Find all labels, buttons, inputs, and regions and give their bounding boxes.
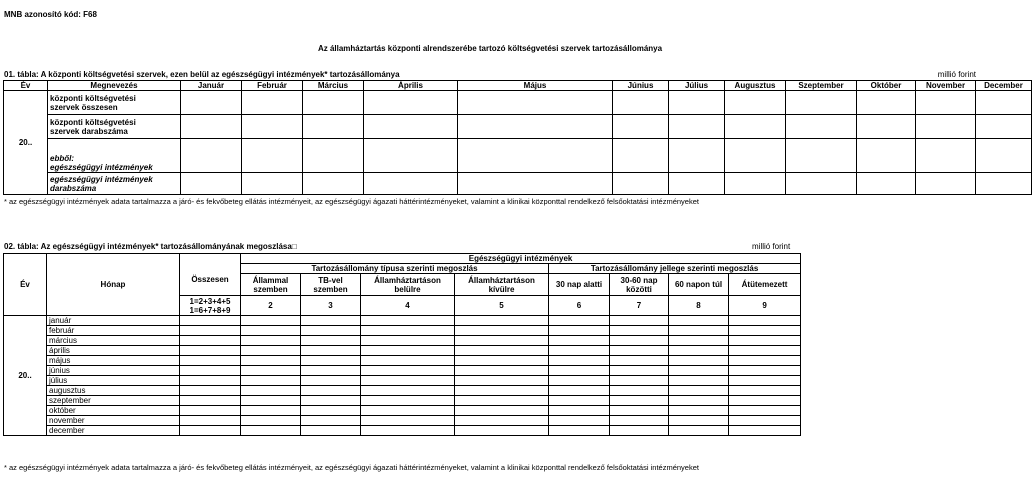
table2-month-label: február (47, 326, 180, 336)
table1-cell[interactable] (916, 115, 976, 139)
table1-cell[interactable] (364, 139, 458, 173)
table2-cell[interactable] (361, 406, 455, 416)
table2-cell[interactable] (180, 426, 241, 436)
table1-cell[interactable] (242, 91, 303, 115)
table-row (4, 396, 801, 406)
table2-month-label: augusztus (47, 386, 180, 396)
table2-cell[interactable] (301, 326, 361, 336)
table2-cell[interactable] (361, 366, 455, 376)
table2-cell[interactable] (729, 356, 801, 366)
table2-cell[interactable] (180, 366, 241, 376)
table-row (4, 426, 801, 436)
table1-cell[interactable] (857, 139, 916, 173)
table2-unit: millió forint (752, 242, 791, 251)
table2-cell[interactable] (180, 416, 241, 426)
table2-cell[interactable] (549, 316, 610, 326)
table2-cell[interactable] (180, 406, 241, 416)
table2-header-col: 60 napon túl (669, 274, 729, 296)
table2-cell[interactable] (669, 376, 729, 386)
table2-cell[interactable] (301, 366, 361, 376)
table2-cell[interactable] (180, 386, 241, 396)
table2-cell[interactable] (361, 336, 455, 346)
table2-header-col: Államháztartáson kívülre (455, 274, 549, 296)
table1-cell[interactable] (613, 173, 669, 195)
table1-cell[interactable] (725, 91, 786, 115)
table1-cell[interactable] (669, 115, 725, 139)
table2-cell[interactable] (729, 396, 801, 406)
table2-cell[interactable] (241, 406, 301, 416)
table1-cell[interactable] (857, 173, 916, 195)
table1-cell[interactable] (181, 91, 242, 115)
table2-cell[interactable] (729, 386, 801, 396)
table2-header-colnum: 4 (361, 296, 455, 316)
table2-cell[interactable] (241, 396, 301, 406)
table1-cell[interactable] (242, 115, 303, 139)
table2-header-colnum: 9 (729, 296, 801, 316)
table2-cell[interactable] (180, 336, 241, 346)
table2-header-colnum: 6 (549, 296, 610, 316)
table1-footnote: * az egészségügyi intézmények adata tartalmazza a járó- és fekvőbeteg ellátás intézményeit, az egészségügyi ágazati háttérintézményeket, valamint a klinikai központtal rendelkező felsőoktatási intézményeket (4, 197, 699, 206)
table1-cell[interactable] (242, 173, 303, 195)
table1-cell[interactable] (458, 91, 613, 115)
table2-cell[interactable] (729, 336, 801, 346)
table-row (4, 316, 801, 326)
table1-cell[interactable] (976, 91, 1032, 115)
table1-header-month: Június (613, 81, 669, 91)
table2-title: 02. tábla: Az egészségügyi intézmények* tartozásállományának megoszlása□ (4, 242, 297, 251)
table1-cell[interactable] (786, 115, 857, 139)
table2-header-colnum: 7 (610, 296, 669, 316)
table2-month-label: július (47, 376, 180, 386)
table2-cell[interactable] (549, 356, 610, 366)
table-row (4, 366, 801, 376)
table1-cell[interactable] (857, 91, 916, 115)
table1-cell[interactable] (303, 173, 364, 195)
table2-cell[interactable] (361, 416, 455, 426)
table2-cell[interactable] (361, 346, 455, 356)
table2-cell[interactable] (455, 376, 549, 386)
table2-cell[interactable] (455, 346, 549, 356)
table2-cell[interactable] (301, 426, 361, 436)
table2-cell[interactable] (241, 366, 301, 376)
table2-cell[interactable] (610, 356, 669, 366)
table1-cell[interactable] (976, 173, 1032, 195)
table2-header-honap: Hónap (47, 254, 180, 316)
table1-cell[interactable] (613, 91, 669, 115)
table2-cell[interactable] (361, 396, 455, 406)
table1-title: 01. tábla: A központi költségvetési szervek, ezen belül az egészségügyi intézmények* tartozásállománya (4, 70, 400, 79)
table1-header-month: Augusztus (725, 81, 786, 91)
table1-cell[interactable] (458, 173, 613, 195)
table2-cell[interactable] (610, 386, 669, 396)
table2-formula: 1=2+3+4+5 1=6+7+8+9 (180, 296, 241, 316)
table2-cell[interactable] (455, 366, 549, 376)
table2-header-colnum: 5 (455, 296, 549, 316)
table2-cell[interactable] (241, 326, 301, 336)
table2-header-osszesen: Összesen (180, 264, 241, 296)
table2-month-label: március (47, 336, 180, 346)
table2-cell[interactable] (180, 326, 241, 336)
table2-header-col: Átütemezett (729, 274, 801, 296)
table1-row-label: központi költségvetési szervek darabszáma (48, 115, 181, 139)
table2-header-col: TB-vel szemben (301, 274, 361, 296)
table1-cell[interactable] (181, 115, 242, 139)
table2-header-col: Államháztartáson belülre (361, 274, 455, 296)
table-row (4, 346, 801, 356)
table2-cell[interactable] (241, 376, 301, 386)
table2-cell[interactable] (610, 416, 669, 426)
table1-cell[interactable] (242, 139, 303, 173)
table2-cell[interactable] (729, 316, 801, 326)
table2-month-label: június (47, 366, 180, 376)
table1-row-label: ebből: egészségügyi intézmények (48, 139, 181, 173)
table2-cell[interactable] (669, 406, 729, 416)
table1-cell[interactable] (613, 115, 669, 139)
table2-cell[interactable] (549, 376, 610, 386)
table1-header-month: Október (857, 81, 916, 91)
code-label: MNB azonosító kód: F68 (4, 10, 97, 19)
table2-header-empty (180, 254, 241, 264)
table1-cell[interactable] (303, 139, 364, 173)
table2-cell[interactable] (361, 386, 455, 396)
table1-header-month: Január (181, 81, 242, 91)
table2-cell[interactable] (729, 366, 801, 376)
table2-group-jelleg: Tartozásállomány jellege szerinti megoszlás (549, 264, 801, 274)
table2-cell[interactable] (301, 346, 361, 356)
table2-cell[interactable] (610, 426, 669, 436)
table2-header-colnum: 8 (669, 296, 729, 316)
table1-cell[interactable] (786, 139, 857, 173)
table1-cell[interactable] (364, 91, 458, 115)
table2-cell[interactable] (669, 396, 729, 406)
table1-cell[interactable] (181, 139, 242, 173)
table1-row-label: központi költségvetési szervek összesen (48, 91, 181, 115)
table2-month-label: május (47, 356, 180, 366)
table-row (4, 336, 801, 346)
table1-unit: millió forint (937, 70, 976, 79)
table2-group-main: Egészségügyi intézmények (241, 254, 801, 264)
table2-cell[interactable] (549, 426, 610, 436)
table2-cell[interactable] (361, 316, 455, 326)
table2-cell[interactable] (549, 366, 610, 376)
table1-year: 20.. (4, 91, 48, 195)
table2-month-label: november (47, 416, 180, 426)
table2-cell[interactable] (610, 366, 669, 376)
table2-month-label: szeptember (47, 396, 180, 406)
table2-cell[interactable] (729, 346, 801, 356)
table-row (4, 356, 801, 366)
table2-cell[interactable] (301, 396, 361, 406)
table2-cell[interactable] (301, 386, 361, 396)
table2-cell[interactable] (669, 336, 729, 346)
table1-header-month: Április (364, 81, 458, 91)
table1-cell[interactable] (669, 139, 725, 173)
table1-cell[interactable] (303, 115, 364, 139)
main-title: Az államháztartás központi alrendszerébe tartozó költségvetési szervek tartozásállománya (317, 44, 663, 53)
table2-cell[interactable] (455, 406, 549, 416)
table2-cell[interactable] (241, 356, 301, 366)
table1-cell[interactable] (916, 91, 976, 115)
table2-cell[interactable] (669, 356, 729, 366)
table2-cell[interactable] (729, 416, 801, 426)
table2-cell[interactable] (549, 406, 610, 416)
table2-cell[interactable] (669, 326, 729, 336)
table1 (3, 80, 1032, 195)
table2-cell[interactable] (729, 426, 801, 436)
table2-cell[interactable] (669, 366, 729, 376)
table2-cell[interactable] (180, 356, 241, 366)
table2-cell[interactable] (455, 326, 549, 336)
table2-cell[interactable] (669, 316, 729, 326)
table2-month-label: január (47, 316, 180, 326)
table1-header-month: Február (242, 81, 303, 91)
table2-cell[interactable] (549, 326, 610, 336)
table2-cell[interactable] (455, 356, 549, 366)
table2-cell[interactable] (549, 336, 610, 346)
table2-cell[interactable] (361, 356, 455, 366)
table2-header-col: Állammal szemben (241, 274, 301, 296)
table1-cell[interactable] (976, 115, 1032, 139)
table2-cell[interactable] (180, 396, 241, 406)
table2-cell[interactable] (549, 386, 610, 396)
table1-cell[interactable] (181, 173, 242, 195)
table-row (4, 386, 801, 396)
table2-cell[interactable] (610, 376, 669, 386)
table2-cell[interactable] (610, 396, 669, 406)
table1-cell[interactable] (786, 173, 857, 195)
table1-cell[interactable] (857, 115, 916, 139)
table2-cell[interactable] (241, 336, 301, 346)
table2-cell[interactable] (455, 416, 549, 426)
table1-header-month: Március (303, 81, 364, 91)
table1-cell[interactable] (669, 173, 725, 195)
table2-cell[interactable] (669, 416, 729, 426)
table2-cell[interactable] (361, 326, 455, 336)
table2-cell[interactable] (180, 346, 241, 356)
table2-cell[interactable] (455, 426, 549, 436)
table2-cell[interactable] (669, 426, 729, 436)
table-row (4, 326, 801, 336)
table2-cell[interactable] (729, 376, 801, 386)
table1-cell[interactable] (725, 173, 786, 195)
table2-cell[interactable] (549, 396, 610, 406)
table2-month-label: október (47, 406, 180, 416)
table2-cell[interactable] (455, 386, 549, 396)
table2-cell[interactable] (301, 376, 361, 386)
table2-cell[interactable] (301, 356, 361, 366)
table1-header-month: November (916, 81, 976, 91)
table-row (4, 376, 801, 386)
table1-header-month: Május (458, 81, 613, 91)
table2-group-tipus: Tartozásállomány típusa szerinti megoszlás (241, 264, 549, 274)
table2-cell[interactable] (301, 416, 361, 426)
table2-header-col: 30 nap alatti (549, 274, 610, 296)
table1-cell[interactable] (786, 91, 857, 115)
table2-cell[interactable] (241, 346, 301, 356)
table1-cell[interactable] (364, 173, 458, 195)
table1-cell[interactable] (976, 139, 1032, 173)
table2-cell[interactable] (549, 416, 610, 426)
table2-cell[interactable] (180, 316, 241, 326)
table1-cell[interactable] (916, 139, 976, 173)
table2-cell[interactable] (301, 406, 361, 416)
table1-header-megnevezes: Megnevezés (48, 81, 181, 91)
table2-cell[interactable] (669, 346, 729, 356)
table2-cell[interactable] (241, 316, 301, 326)
table2-cell[interactable] (455, 336, 549, 346)
table2-cell[interactable] (610, 316, 669, 326)
table2-header-col: 30-60 nap közötti (610, 274, 669, 296)
table2-cell[interactable] (729, 406, 801, 416)
table1-cell[interactable] (669, 91, 725, 115)
table-row (4, 406, 801, 416)
table2-cell[interactable] (301, 316, 361, 326)
table1-cell[interactable] (458, 115, 613, 139)
table1-cell[interactable] (303, 91, 364, 115)
table2-footnote: * az egészségügyi intézmények adata tartalmazza a járó- és fekvőbeteg ellátás intézményeit, az egészségügyi ágazati háttérintézményeket, valamint a klinikai központtal rendelkező felsőoktatási intézményeket (4, 463, 699, 472)
table2 (3, 253, 801, 436)
table2-cell[interactable] (180, 376, 241, 386)
table1-cell[interactable] (725, 139, 786, 173)
table2-cell[interactable] (549, 346, 610, 356)
table2-year: 20.. (4, 316, 47, 436)
table2-cell[interactable] (301, 336, 361, 346)
table1-cell[interactable] (458, 139, 613, 173)
table2-cell[interactable] (610, 406, 669, 416)
table1-header-month: Július (669, 81, 725, 91)
table1-cell[interactable] (364, 115, 458, 139)
table2-cell[interactable] (610, 326, 669, 336)
table2-header-colnum: 2 (241, 296, 301, 316)
table1-cell[interactable] (613, 139, 669, 173)
table2-month-label: december (47, 426, 180, 436)
table2-cell[interactable] (455, 316, 549, 326)
table2-cell[interactable] (241, 416, 301, 426)
table2-cell[interactable] (241, 426, 301, 436)
table2-cell[interactable] (455, 396, 549, 406)
table2-cell[interactable] (241, 386, 301, 396)
table2-cell[interactable] (361, 376, 455, 386)
table1-header-month: December (976, 81, 1032, 91)
table2-cell[interactable] (610, 346, 669, 356)
table2-cell[interactable] (729, 326, 801, 336)
table1-row-label: egészségügyi intézmények darabszáma (48, 173, 181, 195)
table2-header-colnum: 3 (301, 296, 361, 316)
table1-header-ev: Év (4, 81, 48, 91)
table2-month-label: április (47, 346, 180, 356)
table2-header-ev: Év (4, 254, 47, 316)
table1-header-month: Szeptember (786, 81, 857, 91)
table1-cell[interactable] (725, 115, 786, 139)
table2-cell[interactable] (669, 386, 729, 396)
table2-cell[interactable] (361, 426, 455, 436)
table-row (4, 416, 801, 426)
table2-cell[interactable] (610, 336, 669, 346)
table1-cell[interactable] (916, 173, 976, 195)
